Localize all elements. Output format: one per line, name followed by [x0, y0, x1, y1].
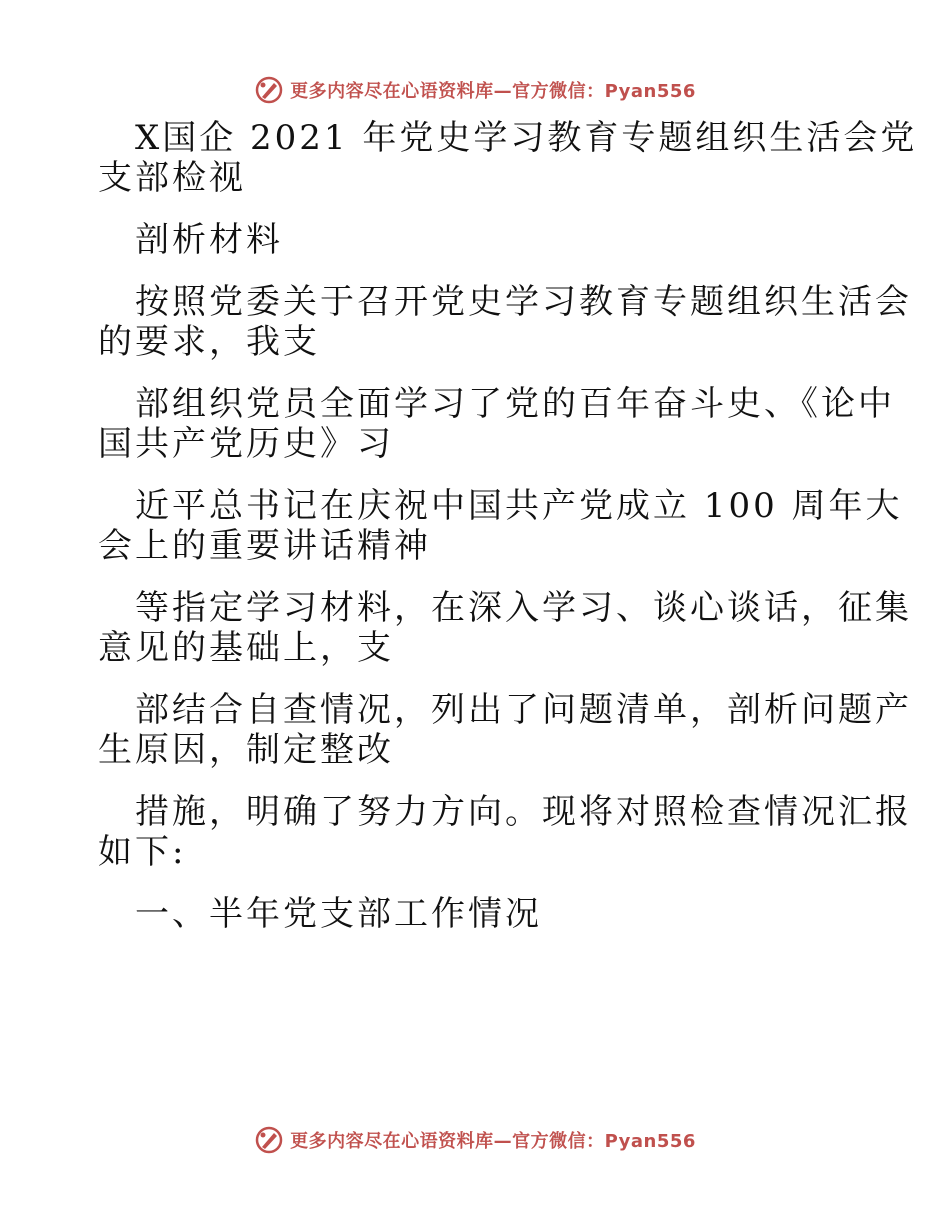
paragraph-line: 按照党委关于召开党史学习教育专题组织生活会: [135, 282, 912, 322]
document-body: [98, 118, 918, 934]
title-line: 支部检视: [98, 158, 246, 198]
watermark-text: 更多内容尽在心语资料库—官方微信：Pyan556: [290, 81, 696, 102]
watermark-text: 更多内容尽在心语资料库—官方微信：Pyan556: [290, 1131, 696, 1152]
paragraph-line: 意见的基础上，支: [98, 628, 394, 668]
paragraph-line: 近平总书记在庆祝中国共产党成立 100 周年大: [135, 486, 903, 526]
paragraph-line: 生原因，制定整改: [98, 730, 394, 770]
paragraph-line: 会上的重要讲话精神: [98, 526, 431, 566]
paragraph-line: 部结合自查情况，列出了问题清单，剖析问题产: [135, 690, 912, 730]
paragraph-line: 国共产党历史》习: [98, 424, 394, 464]
paragraph-line: 如下:: [98, 832, 187, 872]
paragraph-line: 等指定学习材料，在深入学习、谈心谈话，征集: [135, 588, 912, 628]
brand-logo-icon: [254, 1125, 284, 1155]
watermark-header: [0, 70, 950, 110]
subtitle-line: 剖析材料: [135, 220, 283, 260]
paragraph-line: 措施，明确了努力方向。现将对照检查情况汇报: [135, 792, 912, 832]
paragraph-line: 的要求，我支: [98, 322, 320, 362]
paragraph-line: 部组织党员全面学习了党的百年奋斗史、《论中: [135, 384, 895, 424]
watermark-footer: [0, 1120, 950, 1160]
brand-logo-icon: [254, 75, 284, 105]
title-line: X国企 2021 年党史学习教育专题组织生活会党: [135, 118, 918, 158]
section-heading: 一、半年党支部工作情况: [135, 894, 542, 934]
